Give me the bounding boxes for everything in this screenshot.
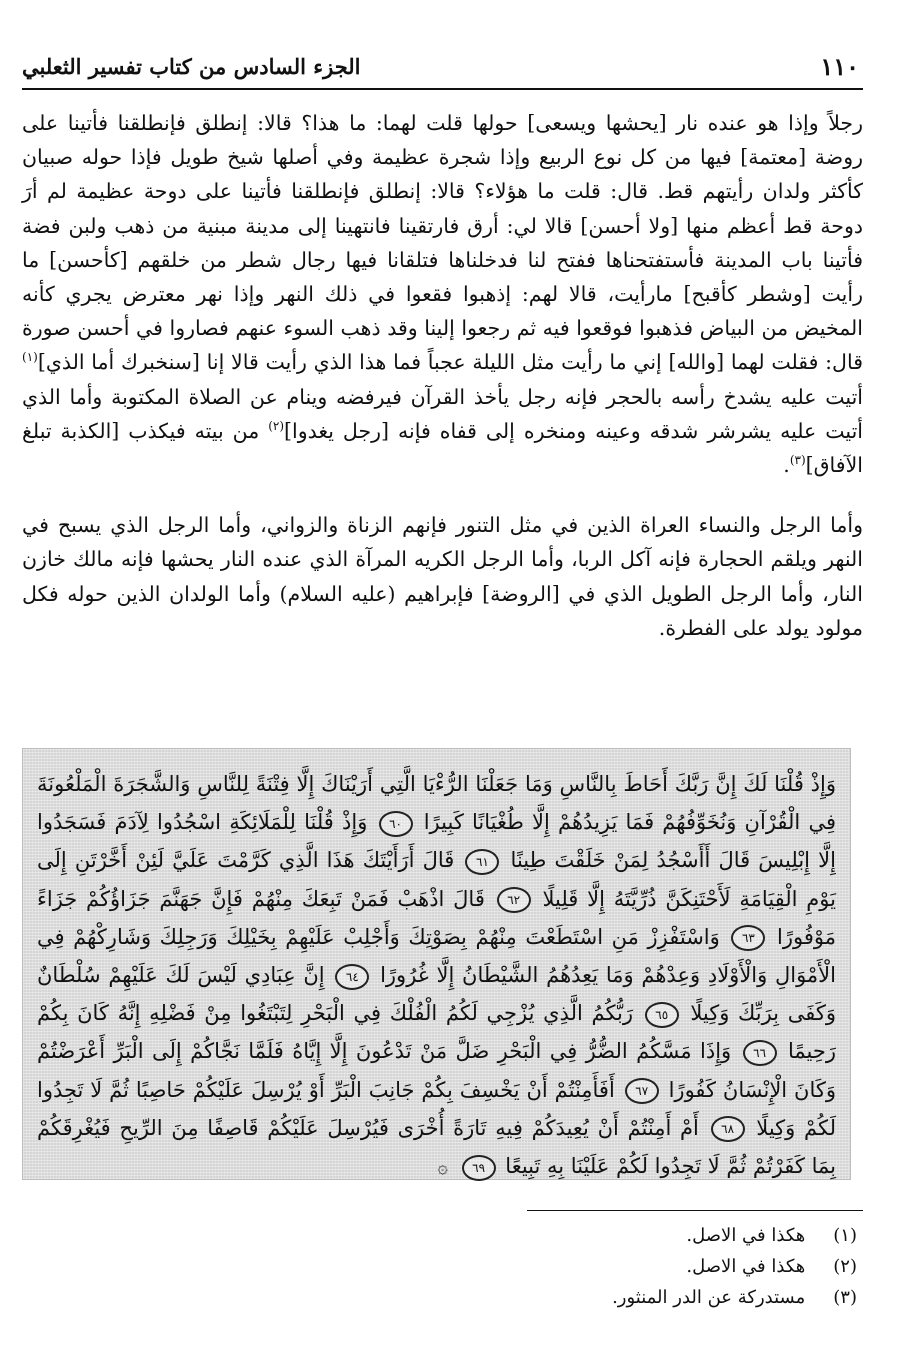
ayah-number-marker: ٦٧ [625, 1078, 659, 1104]
page-header [22, 48, 863, 90]
footnotes [457, 1220, 857, 1313]
verse-text: أَفَأَمِنْتُمْ أَنْ يَخْسِفَ بِكُمْ جَانِبَ الْبَرِّ أَوْ يُرْسِلَ عَلَيْكُمْ حَاصِبًا ثُمَّ لَا تَجِدُوا لَكُمْ وَكِيلًا [37, 1077, 836, 1140]
paragraph-text: أتيت عليه يشدخ رأسه بالحجر فإنه رجل يأخذ القرآن فيرفضه وينام عن الصلاة المكتوبة وأما الذي أتيت عليه يشرشر شدقه وعينه ومنخره إلى قفاه فإنه [رجل يغدوا] [22, 384, 863, 443]
ayah-number-marker: ٦٦ [743, 1040, 777, 1066]
verse-text: قَالَ أَرَأَيْتَكَ هَذَا الَّذِي كَرَّمْتَ عَلَيَّ لَئِنْ أَخَّرْتَنِ إِلَى يَوْمِ الْقِيَامَةِ لَأَحْتَنِكَنَّ ذُرِّيَّتَهُ إِلَّا قَلِيلًا [37, 848, 836, 911]
verse-text: وَاسْتَفْزِزْ مَنِ اسْتَطَعْتَ مِنْهُمْ بِصَوْتِكَ وَأَجْلِبْ عَلَيْهِمْ بِخَيْلِكَ وَرَجِلِكَ وَشَارِكْهُمْ فِي الْأَمْوَالِ وَالْأَوْلَادِ وَعِدْهُمْ وَمَا يَعِدُهُمُ الشَّيْطَانُ إِلَّا غُرُورًا [37, 924, 836, 988]
footnote-number: (٣) [833, 1287, 857, 1308]
ayah-number-marker: ٦٩ [462, 1155, 496, 1181]
paragraph: وأما الرجل والنساء العراة الذين في مثل التنور فإنهم الزناة والزواني، وأما الرجل الذي يسبح في النهر ويلقم الحجارة فإنه آكل الربا، وأما الرجل الكريه المرآة الذي عنده النار يحشها فإنه مالك خازن النار، وأما الرجل الطويل الذي في [الروضة] فإبراهيم (عليه السلام) وأما الولدان الذين حوله فكل مولود يولد على الفطرة. [22, 513, 863, 640]
verse-text: وَإِذَا مَسَّكُمُ الضُّرُّ فِي الْبَحْرِ ضَلَّ مَنْ تَدْعُونَ إِلَّا إِيَّاهُ فَلَمَّا نَجَّاكُمْ إِلَى الْبَرِّ أَعْرَضْتُمْ وَكَانَ الْإِنْسَانُ كَفُورًا [37, 1039, 836, 1102]
ayah-number-marker: ٦٤ [335, 964, 369, 990]
footnote-ref[interactable]: (٣) [789, 453, 806, 468]
footnote-item [457, 1220, 857, 1251]
ayah-number-marker: ٦٢ [497, 887, 531, 913]
footnote-ref[interactable]: (١) [22, 350, 38, 365]
footnote-number: (١) [833, 1225, 857, 1246]
commentary-text [22, 106, 863, 645]
verse-text: وَإِذْ قُلْنَا لَكَ إِنَّ رَبَّكَ أَحَاطَ بِالنَّاسِ وَمَا جَعَلْنَا الرُّءْيَا الَّتِي أَرَيْنَاكَ إِلَّا فِتْنَةً لِلنَّاسِ وَالشَّجَرَةَ الْمَلْعُونَةَ فِي الْقُرْآنِ وَنُخَوِّفُهُمْ فَمَا يَزِيدُهُمْ إِلَّا طُغْيَانًا كَبِيرًا [37, 772, 836, 835]
verse-text: أَمْ أَمِنْتُمْ أَنْ يُعِيدَكُمْ فِيهِ تَارَةً أُخْرَى فَيُرْسِلَ عَلَيْكُمْ قَاصِفًا مِنَ الرِّيحِ فَيُغْرِقَكُمْ بِمَا كَفَرْتُمْ ثُمَّ لَا تَجِدُوا لَكُمْ عَلَيْنَا بِهِ تَبِيعًا [37, 1115, 836, 1179]
verse-text: قَالَ اذْهَبْ فَمَنْ تَبِعَكَ مِنْهُمْ فَإِنَّ جَهَنَّمَ جَزَاؤُكُمْ جَزَاءً مَوْفُورًا [37, 886, 836, 949]
paragraph-text: . [783, 453, 790, 478]
verses-line [37, 765, 836, 1187]
ayah-number-marker: ٦٥ [645, 1002, 679, 1028]
quran-verses [37, 765, 836, 1187]
paragraph [22, 106, 863, 482]
ayah-number-marker: ٦٨ [711, 1116, 745, 1142]
paragraph-text: رجلاً وإذا هو عنده نار [يحشها ويسعى] حولها قلت لهما: ما هذا؟ قالا: إنطلق فإنطلقنا فأتينا على روضة [معتمة] فيها من كل نوع الربيع وإذا شجرة عظيمة وفي أصلها شيخ طويل فإذا حوله صبيان كأكثر ولدان رأيتهم قط. قال: قلت ما هؤلاء؟ قالا: إنطلق فإنطلقنا فأتينا على دوحة عظيمة لم أرَ دوحة قط أعظم منها [ولا أحسن] قالا لي: أرق فارتقينا فانتهينا إلى مدينة مبنية من ذهب ولبن فضة فأتينا باب المدينة فأستفتحناها ففتح لنا فدخلناها فتلقانا فيها رجال شطر من خلقهم [كأحسن] ما رأيت [وشطر كأقبح] مارأيت، قالا لهم: إذهبوا فقعوا في ذلك النهر وإذا نهر معترض يجري كأنه المخيض من البياض فذهبوا فوقعوا فيه ثم رجعوا إلينا وقد ذهب السوء عنهم فصاروا في أحسن صورة قال: فقلت لهما [والله] إني ما رأيت مثل الليلة عجباً فما هذا الذي رأيت قالا إنا [سنخبرك أما الذي] [22, 111, 863, 375]
verse-text: وَإِذْ قُلْنَا لِلْمَلَائِكَةِ اسْجُدُوا لِآدَمَ فَسَجَدُوا إِلَّا إِبْلِيسَ قَالَ أَأَسْجُدُ لِمَنْ خَلَقْتَ طِينًا [37, 810, 836, 873]
verse-text: إِنَّ عِبَادِي لَيْسَ لَكَ عَلَيْهِمْ سُلْطَانٌ وَكَفَى بِرَبِّكَ وَكِيلًا [37, 963, 836, 1026]
footnote-item [457, 1251, 857, 1282]
footnote-ref[interactable]: (٢) [268, 419, 285, 433]
running-title: الجزء السادس من كتاب تفسير الثعلبي [22, 54, 361, 79]
ayah-number-marker: ٦٠ [379, 811, 413, 837]
page-number: ١١٠ [820, 52, 859, 81]
footnote-number: (٢) [833, 1256, 857, 1277]
footnote-text: مستدركة عن الدر المنثور. [612, 1287, 806, 1308]
paragraph-text: من بيته فيكذب [الكذبة تبلغ الآفاق] [22, 418, 863, 478]
end-of-passage-ornament-icon: ۞ [437, 1157, 448, 1179]
footnote-text: هكذا في الاصل. [686, 1225, 806, 1246]
ayah-number-marker: ٦١ [465, 849, 499, 875]
ayah-number-marker: ٦٣ [731, 925, 765, 951]
footnote-text: هكذا في الاصل. [686, 1256, 806, 1277]
verse-text: رَبُّكُمُ الَّذِي يُزْجِي لَكُمُ الْفُلْكَ فِي الْبَحْرِ لِتَبْتَغُوا مِنْ فَضْلِهِ إِنَّهُ كَانَ بِكُمْ رَحِيمًا [37, 1001, 836, 1064]
footnote-item [457, 1282, 857, 1313]
footnote-divider [527, 1210, 863, 1211]
quran-passage-box [22, 748, 851, 1180]
